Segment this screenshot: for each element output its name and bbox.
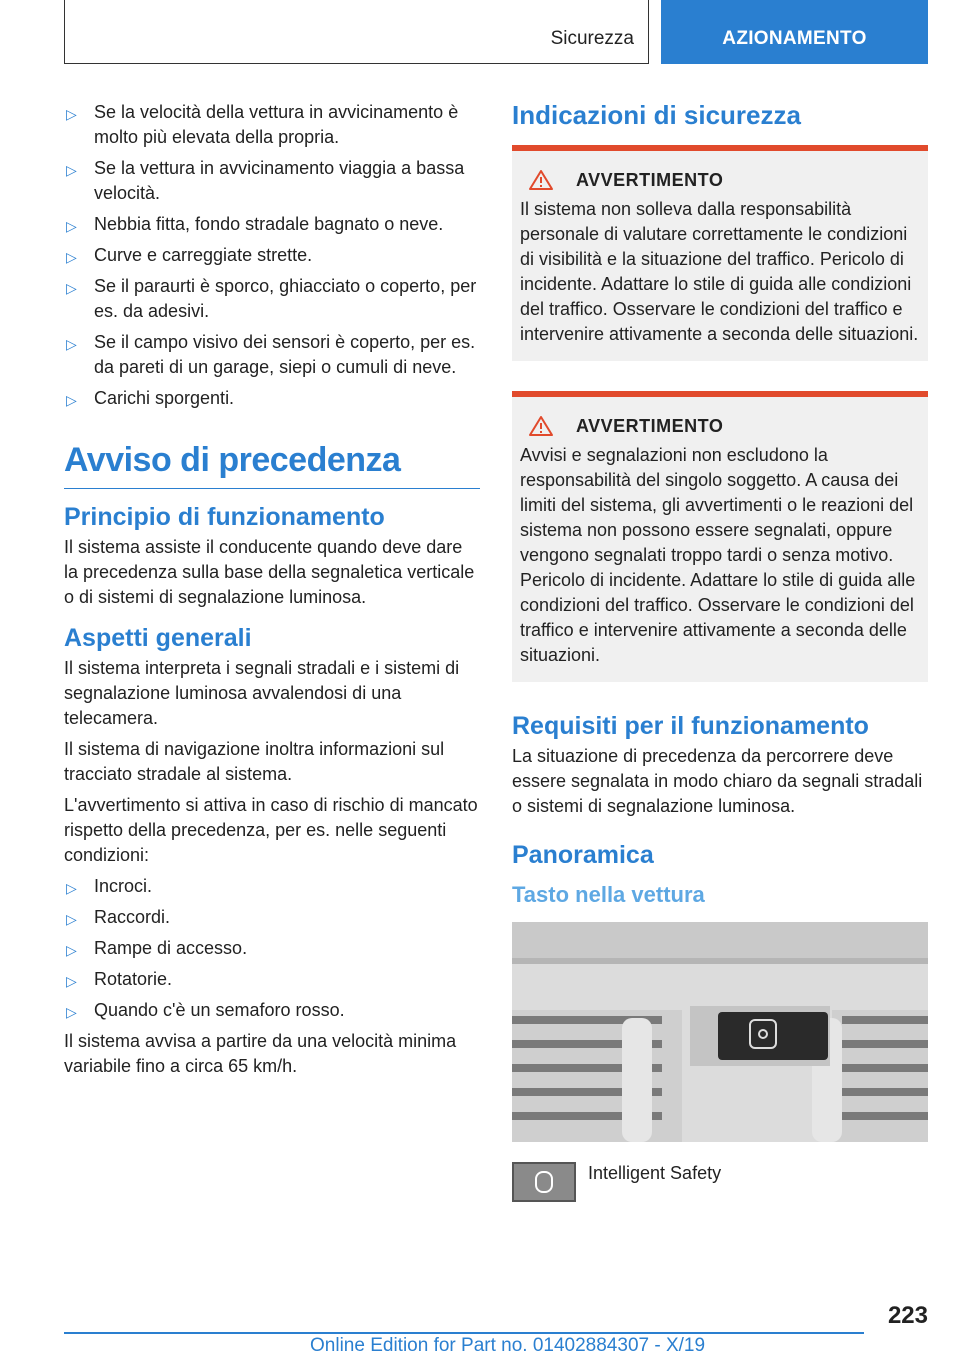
warning-triangle-icon bbox=[528, 169, 554, 191]
button-heading: Tasto nella vettura bbox=[512, 882, 705, 907]
principle-text: Il sistema assiste il conducente quando deve dare la precedenza sulla base della segnaletica verticale o di sistemi di segnalazione luminosa. bbox=[64, 537, 475, 607]
caption-text: Intelligent Safety bbox=[588, 1163, 722, 1183]
image-caption bbox=[512, 1162, 928, 1202]
triangle-bullet-icon: ▷ bbox=[66, 973, 77, 989]
dashboard-vents-image bbox=[512, 922, 928, 1142]
list-item: ▷ Curve e carreggiate strette. bbox=[64, 243, 480, 268]
triangle-bullet-icon: ▷ bbox=[66, 162, 77, 178]
triangle-bullet-icon: ▷ bbox=[66, 911, 77, 927]
header-section-label: Sicurezza bbox=[550, 28, 634, 49]
list-item: ▷ Quando c'è un semaforo rosso. bbox=[64, 998, 480, 1023]
warning-triangle-icon bbox=[528, 415, 554, 437]
requirements-heading: Requisiti per il funzionamento bbox=[512, 712, 869, 740]
overview-heading: Panoramica bbox=[512, 841, 654, 869]
page-header bbox=[64, 0, 928, 64]
general-paragraph: Il sistema interpreta i segnali stradali e i sistemi di segnalazione luminosa avvalendosi di una telecamera. bbox=[64, 658, 460, 728]
triangle-bullet-icon: ▷ bbox=[66, 280, 77, 296]
limits-list bbox=[64, 100, 480, 411]
triangle-bullet-icon: ▷ bbox=[66, 880, 77, 896]
list-item: ▷ Se la velocità della vettura in avvicinamento è molto più elevata della propria. bbox=[66, 102, 459, 147]
triangle-bullet-icon: ▷ bbox=[66, 218, 77, 234]
page-number: 223 bbox=[887, 1302, 928, 1329]
list-item: ▷ Rampe di accesso. bbox=[64, 936, 480, 961]
warning-text: Il sistema non solleva dalla responsabilità personale di valutare correttamente le condizioni di visibilità e la situazione del traffico. Pericolo di incidente. Adattare lo stile di guida alle condizioni del traffico. Osservare le condizioni del traffico e intervenire attivamente a seconda delle situazioni. bbox=[520, 199, 919, 344]
footer-edition: Online Edition for Part no. 01402884307 - X/19 bbox=[310, 1335, 706, 1356]
triangle-bullet-icon: ▷ bbox=[66, 942, 77, 958]
list-item: ▷ Se il paraurti è sporco, ghiacciato o coperto, per es. da adesivi. bbox=[66, 276, 477, 321]
list-item: ▷ Rotatorie. bbox=[64, 967, 480, 992]
section-title: Avviso di precedenza bbox=[64, 441, 480, 489]
list-item: ▷ Carichi sporgenti. bbox=[64, 386, 480, 411]
list-item: ▷ Se il campo visivo dei sensori è coperto, per es. da pareti di un garage, siepi o cumuli di neve. bbox=[66, 332, 476, 377]
warning-title: AVVERTIMENTO bbox=[576, 169, 724, 190]
warning-title: AVVERTIMENTO bbox=[576, 415, 724, 436]
warning-box bbox=[512, 391, 928, 682]
button-photo bbox=[512, 922, 928, 1142]
triangle-bullet-icon: ▷ bbox=[66, 1004, 77, 1020]
right-column bbox=[512, 100, 928, 1202]
general-paragraph: L'avvertimento si attiva in caso di rischio di mancato rispetto della precedenza, per es. nelle seguenti condizioni: bbox=[64, 795, 478, 865]
list-item: ▷ Nebbia fitta, fondo stradale bagnato o neve. bbox=[64, 212, 480, 237]
requirements-text: La situazione di precedenza da percorrere deve essere segnalata in modo chiaro da segnali stradali o sistemi di segnalazione luminosa. bbox=[512, 746, 923, 816]
triangle-bullet-icon: ▷ bbox=[66, 392, 77, 408]
general-heading: Aspetti generali bbox=[64, 624, 252, 652]
list-item: ▷ Incroci. bbox=[64, 874, 480, 899]
triangle-bullet-icon: ▷ bbox=[66, 106, 77, 122]
list-item: ▷ Raccordi. bbox=[64, 905, 480, 930]
header-chapter-label: AZIONAMENTO bbox=[722, 28, 867, 49]
list-item: ▷ Se la vettura in avvicinamento viaggia a bassa velocità. bbox=[66, 158, 465, 203]
conditions-list bbox=[64, 874, 480, 1023]
warning-box bbox=[512, 145, 928, 361]
intelligent-safety-button-icon bbox=[512, 1162, 576, 1202]
principle-heading: Principio di funzionamento bbox=[64, 503, 385, 531]
closing-text: Il sistema avvisa a partire da una velocità minima variabile fino a circa 65 km/h. bbox=[64, 1031, 457, 1076]
header-chapter-tab bbox=[661, 0, 928, 64]
warning-text: Avvisi e segnalazioni non escludono la responsabilità del singolo soggetto. A causa dei limiti del sistema, gli avvertimenti o le reazioni del sistema non possono essere segnalati, oppure vengono segnalati troppo tardi o senza motivo. Pericolo di incidente. Adattare lo stile di guida alle condizioni del traffico. Osservare le condizioni del traffico e intervenire attivamente a seconda delle situazioni. bbox=[520, 445, 916, 665]
header-section-tab bbox=[64, 0, 649, 64]
triangle-bullet-icon: ▷ bbox=[66, 249, 77, 265]
triangle-bullet-icon: ▷ bbox=[66, 336, 77, 352]
safety-heading: Indicazioni di sicurezza bbox=[512, 100, 801, 130]
left-column bbox=[64, 100, 480, 1085]
general-paragraph: Il sistema di navigazione inoltra informazioni sul tracciato stradale al sistema. bbox=[64, 739, 445, 784]
footer-divider bbox=[64, 1332, 864, 1334]
